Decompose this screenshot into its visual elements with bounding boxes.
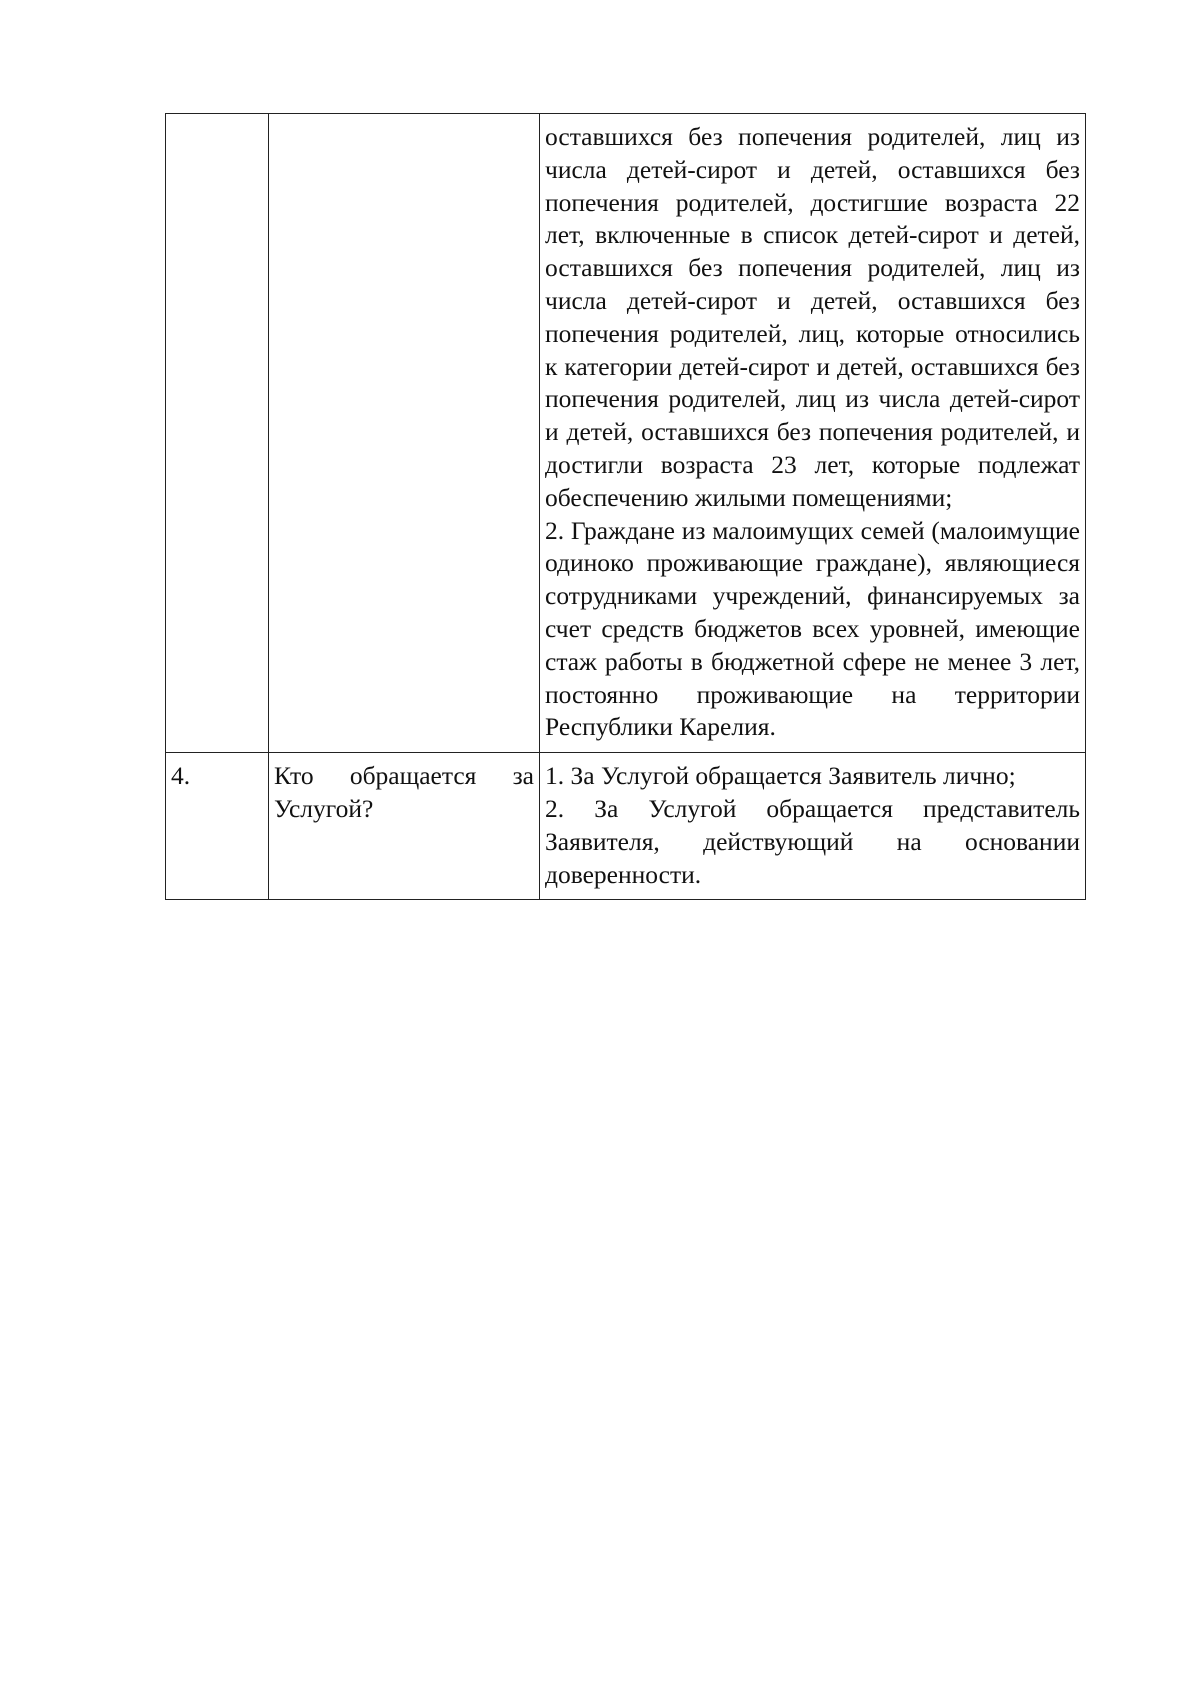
answer-paragraph: 1. За Услугой обращается Заявитель лично; xyxy=(545,761,1016,791)
answer-cell xyxy=(540,114,1086,753)
table-row xyxy=(166,114,1086,753)
question-cell xyxy=(269,114,540,753)
answer-paragraph: оставшихся без попечения родителей, лиц из числа детей-сирот и детей, оставшихся без попечения родителей, достигшие возраста 22 лет, включенные в список детей-сирот и детей, оставшихся без попечения родителей, лиц из числа детей-сирот и детей, оставшихся без попечения родителей, лиц, которые относились к категории детей-сирот и детей, оставшихся без попечения родителей, лиц из числа детей-сирот и детей, оставшихся без попечения родителей, и достигли возраста 23 лет, которые подлежат обеспечению жилыми помещениями; xyxy=(545,122,1080,512)
answer-paragraph: 2. Граждане из малоимущих семей (малоимущие одиноко проживающие граждане), являющиеся сотрудниками учреждений, финансируемых за счет средств бюджетов всех уровней, имеющие стаж работы в бюджетной сфере не менее 3 лет, постоянно проживающие на территории Республики Карелия. xyxy=(545,515,1080,742)
answer-paragraph: 2. За Услугой обращается представитель Заявителя, действующий на основании доверенности. xyxy=(545,793,1080,889)
table-row xyxy=(166,753,1086,900)
services-table xyxy=(165,113,1086,900)
row-number-cell xyxy=(166,114,269,753)
answer-cell xyxy=(540,753,1086,900)
row-number-cell: 4. xyxy=(166,753,269,900)
question-cell: Кто обращается за Услугой? xyxy=(269,753,540,900)
